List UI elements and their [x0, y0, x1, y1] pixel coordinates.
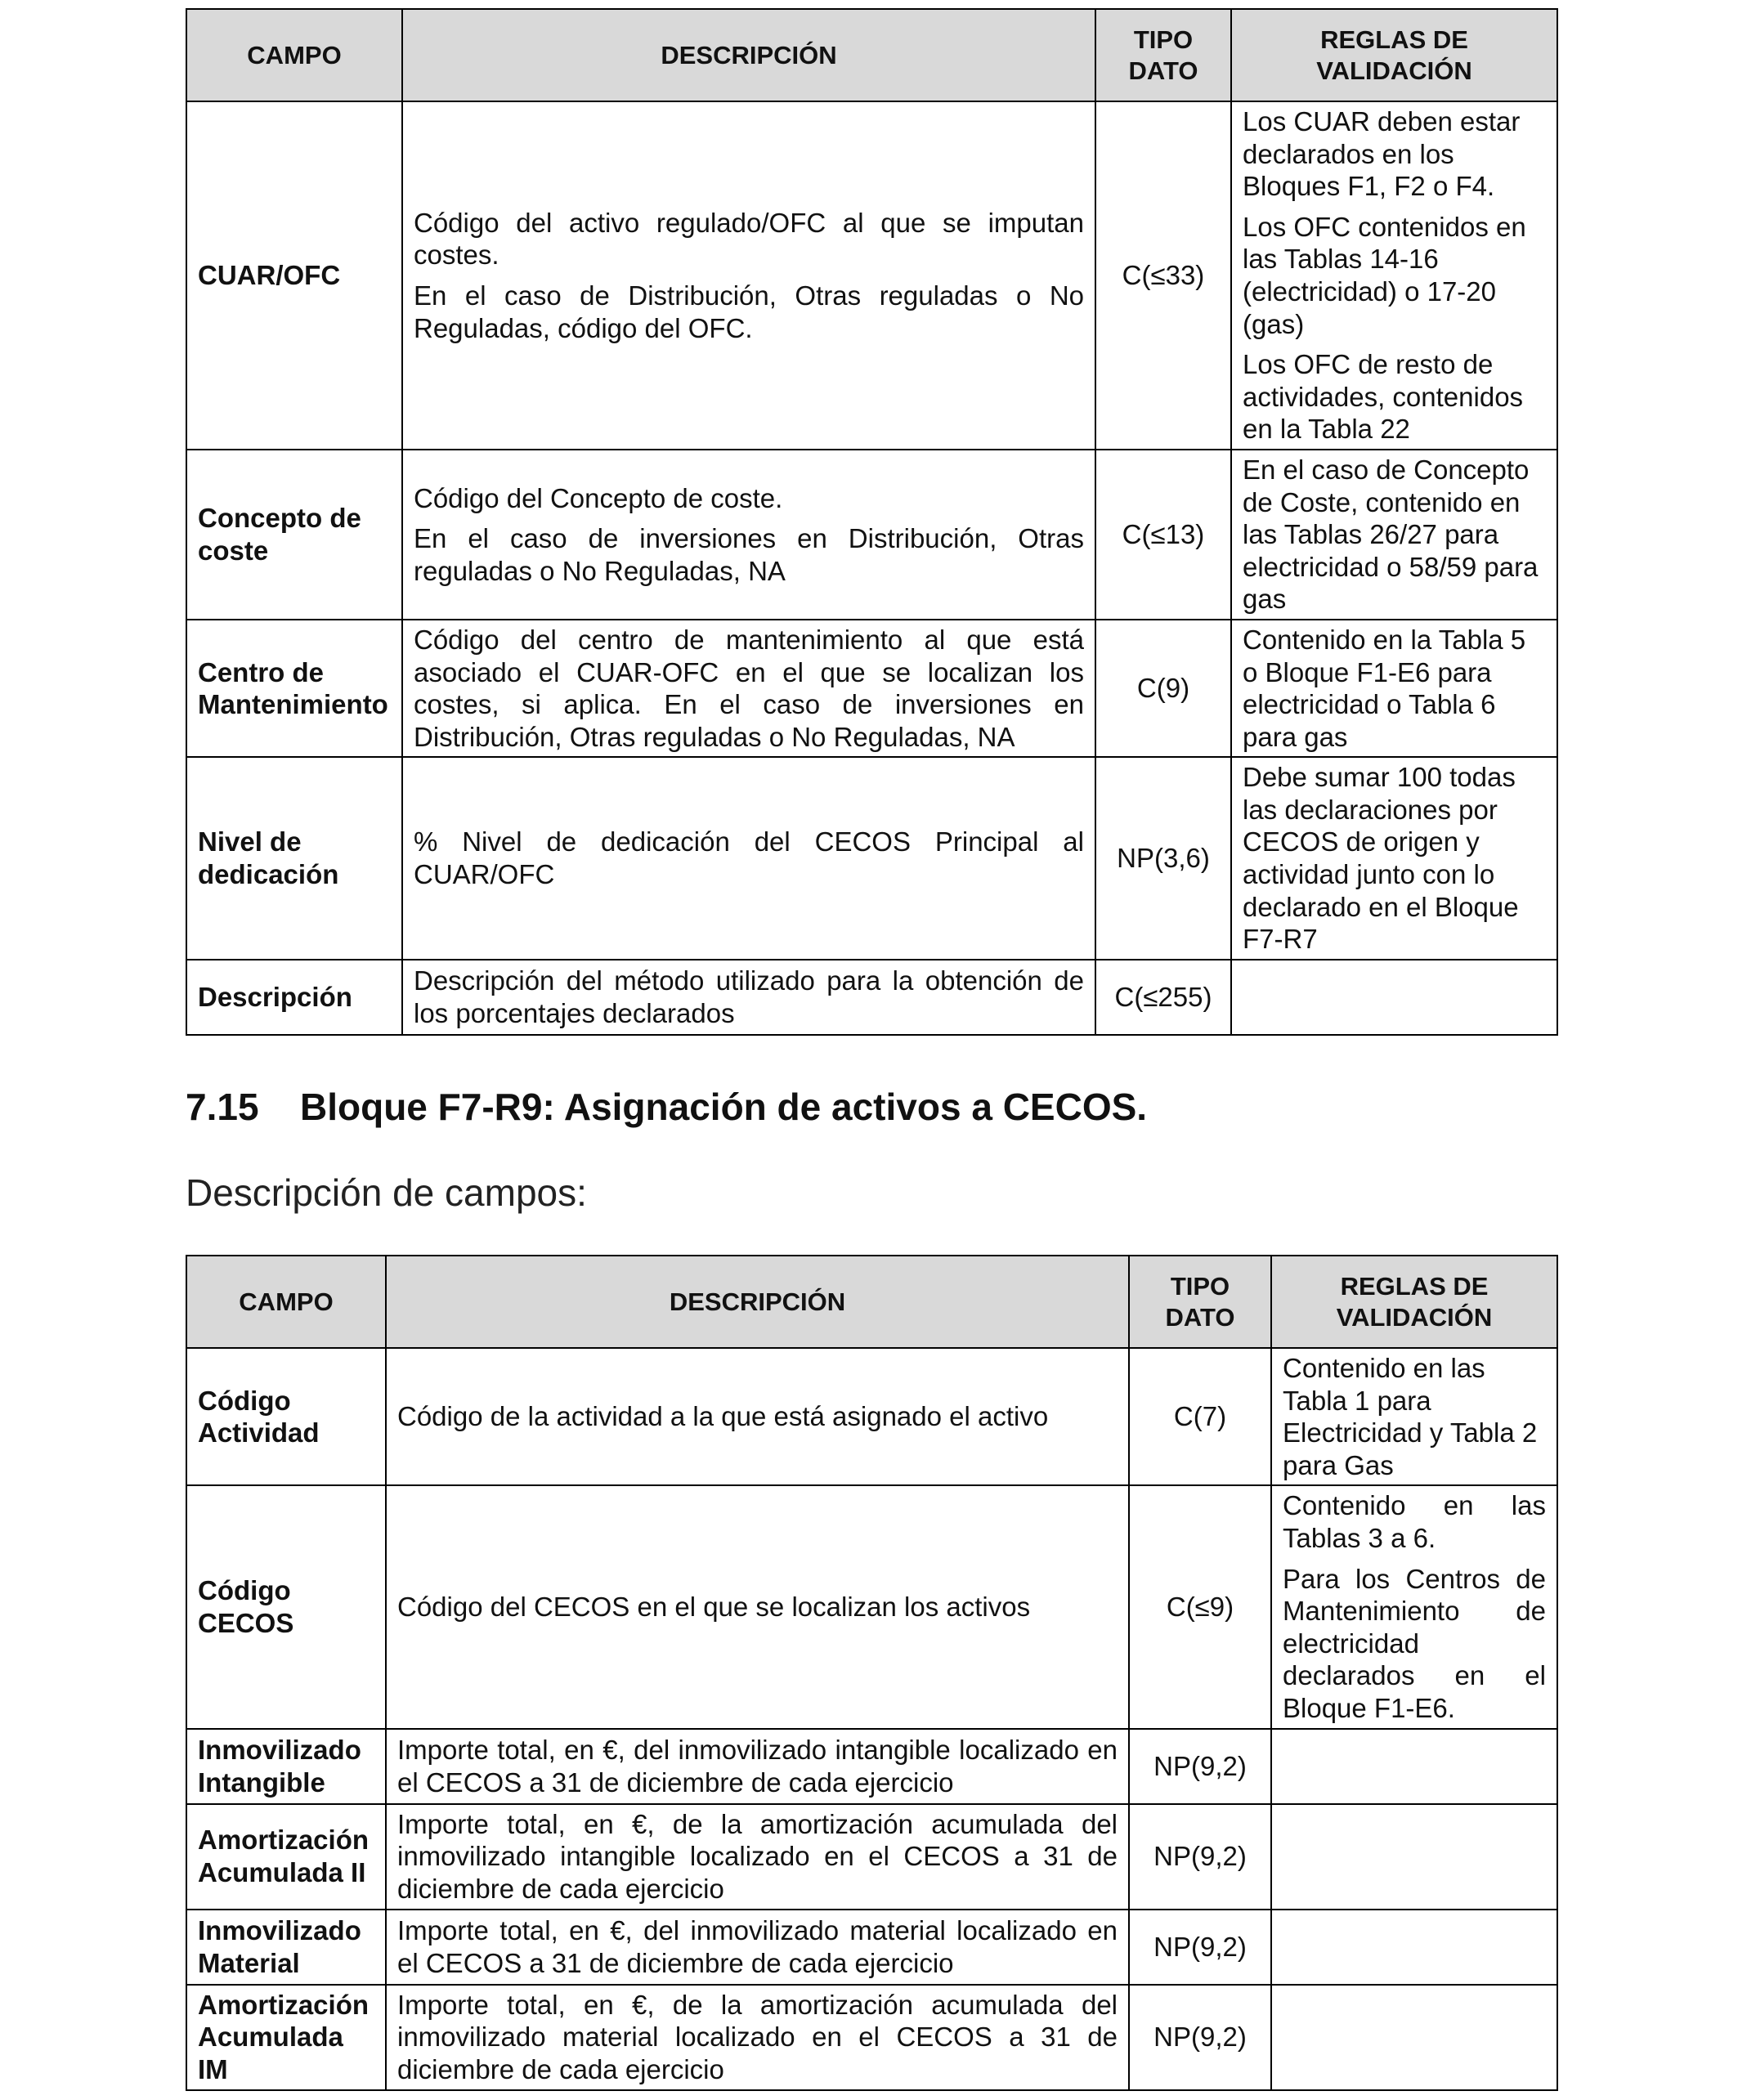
field-description: Código del activo regulado/OFC al que se imputan costes. En el caso de Distribución, Otras reguladas o No Reguladas, código del OFC. [402, 101, 1095, 450]
header-tipo-dato: TIPO DATO [1095, 9, 1231, 101]
field-type: NP(9,2) [1129, 1729, 1271, 1804]
field-description: Importe total, en €, de la amortización acumulada del inmovilizado intangible localizado en el CECOS a 31 de diciembre de cada ejercicio [386, 1804, 1129, 1910]
field-description: Código del CECOS en el que se localizan los activos [386, 1485, 1129, 1728]
field-table-f7-r8 [186, 8, 1558, 1036]
table-row [186, 1910, 1557, 1985]
field-rules [1271, 1729, 1557, 1804]
field-description: % Nivel de dedicación del CECOS Principal al CUAR/OFC [402, 757, 1095, 960]
field-name: Inmovilizado Material [186, 1910, 386, 1985]
table-row [186, 757, 1557, 960]
field-rules: Debe sumar 100 todas las declaraciones por CECOS de origen y actividad junto con lo declarado en el Bloque F7-R7 [1231, 757, 1557, 960]
field-type: C(≤255) [1095, 960, 1231, 1035]
field-rules: En el caso de Concepto de Coste, contenido en las Tablas 26/27 para electricidad o 58/59 para gas [1231, 450, 1557, 620]
field-rules: Contenido en las Tablas 3 a 6. Para los Centros de Mantenimiento de electricidad declarados en el Bloque F1-E6. [1271, 1485, 1557, 1728]
field-type: C(≤13) [1095, 450, 1231, 620]
field-rules [1271, 1804, 1557, 1910]
field-rules [1271, 1910, 1557, 1985]
field-description: Código del Concepto de coste. En el caso de inversiones en Distribución, Otras reguladas o No Reguladas, NA [402, 450, 1095, 620]
table-row [186, 960, 1557, 1035]
field-description: Código del centro de mantenimiento al que está asociado el CUAR-OFC en el que se localizan los costes, si aplica. En el caso de inversiones en Distribución, Otras reguladas o No Reguladas, NA [402, 620, 1095, 757]
field-name: Amortización Acumulada II [186, 1804, 386, 1910]
section-number: 7.15 [186, 1086, 259, 1128]
field-type: NP(9,2) [1129, 1985, 1271, 2090]
field-rules: Contenido en las Tabla 1 para Electricidad y Tabla 2 para Gas [1271, 1348, 1557, 1485]
field-name: Código CECOS [186, 1485, 386, 1728]
field-type: C(≤9) [1129, 1485, 1271, 1728]
header-reglas: REGLAS DE VALIDACIÓN [1231, 9, 1557, 101]
field-type: C(7) [1129, 1348, 1271, 1485]
field-name: Nivel de dedicación [186, 757, 402, 960]
field-name: Código Actividad [186, 1348, 386, 1485]
field-type: C(9) [1095, 620, 1231, 757]
table-row [186, 1985, 1557, 2090]
field-name: CUAR/OFC [186, 101, 402, 450]
field-rules: Contenido en la Tabla 5 o Bloque F1-E6 para electricidad o Tabla 6 para gas [1231, 620, 1557, 757]
field-description: Código de la actividad a la que está asignado el activo [386, 1348, 1129, 1485]
field-name: Centro de Mantenimiento [186, 620, 402, 757]
field-description: Importe total, en €, del inmovilizado intangible localizado en el CECOS a 31 de diciembre de cada ejercicio [386, 1729, 1129, 1804]
field-type: NP(3,6) [1095, 757, 1231, 960]
header-descripcion: DESCRIPCIÓN [402, 9, 1095, 101]
field-name: Descripción [186, 960, 402, 1035]
table-row [186, 101, 1557, 450]
table-row [186, 450, 1557, 620]
table-row [186, 1348, 1557, 1485]
header-descripcion: DESCRIPCIÓN [386, 1256, 1129, 1348]
header-tipo-dato: TIPO DATO [1129, 1256, 1271, 1348]
field-rules: Los CUAR deben estar declarados en los Bloques F1, F2 o F4. Los OFC contenidos en las Tablas 14-16 (electricidad) o 17-20 (gas) Los OFC de resto de actividades, contenidos en la Tabla 22 [1231, 101, 1557, 450]
table-header-row [186, 9, 1557, 101]
field-rules [1271, 1985, 1557, 2090]
header-campo: CAMPO [186, 9, 402, 101]
section-subtitle: Descripción de campos: [186, 1171, 587, 1214]
table-row [186, 1729, 1557, 1804]
field-name: Concepto de coste [186, 450, 402, 620]
table-row [186, 620, 1557, 757]
field-table-f7-r9 [186, 1255, 1558, 2091]
header-campo: CAMPO [186, 1256, 386, 1348]
field-description: Importe total, en €, de la amortización acumulada del inmovilizado material localizado en el CECOS a 31 de diciembre de cada ejercicio [386, 1985, 1129, 2090]
field-description: Importe total, en €, del inmovilizado material localizado en el CECOS a 31 de diciembre de cada ejercicio [386, 1910, 1129, 1985]
field-type: NP(9,2) [1129, 1910, 1271, 1985]
section-heading [186, 1085, 1147, 1129]
table-header-row [186, 1256, 1557, 1348]
table-row [186, 1804, 1557, 1910]
field-description: Descripción del método utilizado para la obtención de los porcentajes declarados [402, 960, 1095, 1035]
table-row [186, 1485, 1557, 1728]
header-reglas: REGLAS DE VALIDACIÓN [1271, 1256, 1557, 1348]
field-name: Amortización Acumulada IM [186, 1985, 386, 2090]
field-type: C(≤33) [1095, 101, 1231, 450]
field-type: NP(9,2) [1129, 1804, 1271, 1910]
section-title: Bloque F7-R9: Asignación de activos a CECOS. [300, 1086, 1148, 1128]
field-rules [1231, 960, 1557, 1035]
field-name: Inmovilizado Intangible [186, 1729, 386, 1804]
